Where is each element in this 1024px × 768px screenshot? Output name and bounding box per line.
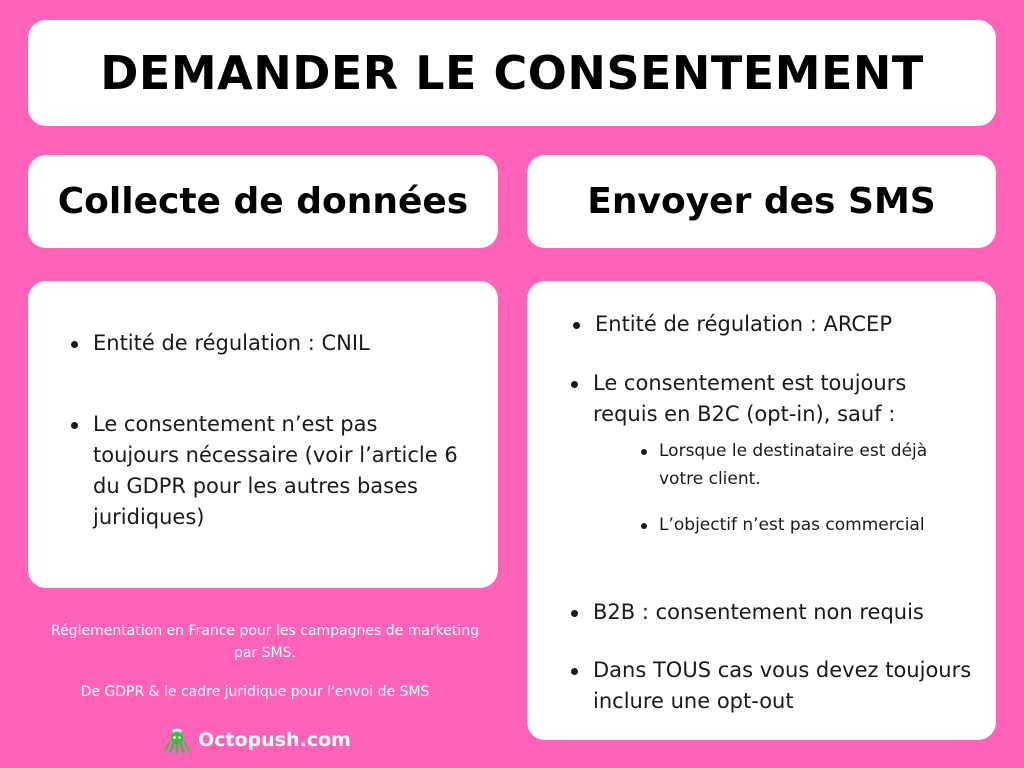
brand [164,727,351,753]
right-bullet-regulator: Entité de régulation : ARCEP [595,309,975,340]
left-heading-card [28,155,498,248]
footer-caption: Réglementation en France pour les campagnes de marketing par SMS. [50,623,480,661]
right-heading-card [527,155,996,248]
left-bullet-regulator: Entité de régulation : CNIL [93,328,473,359]
right-bullet-optout: Dans TOUS cas vous devez toujours inclure une opt-out [593,655,973,717]
left-heading: Collecte de données [57,181,469,222]
right-bullet-b2b: B2B : consentement non requis [593,597,973,628]
octopus-icon [164,727,190,753]
right-subbullet-client: Lorsque le destinataire est déjà votre client. [659,437,959,493]
brand-name: Octopush.com [198,729,351,751]
right-bullet-b2c: Le consentement est toujours requis en B2C (opt-in), sauf : [593,368,963,430]
footer-subcaption: De GDPR & le cadre juridique pour l'envoi de SMS [80,684,430,700]
title-card [28,20,996,126]
left-content-card [28,281,498,588]
right-subbullet-noncommercial: L’objectif n’est pas commercial [659,511,959,539]
left-bullet-consent: Le consentement n’est pas toujours nécessaire (voir l’article 6 du GDPR pour les autres bases juridiques) [93,409,468,533]
right-heading: Envoyer des SMS [587,181,936,222]
right-content-card [527,281,996,740]
page-title: DEMANDER LE CONSENTEMENT [100,46,924,100]
